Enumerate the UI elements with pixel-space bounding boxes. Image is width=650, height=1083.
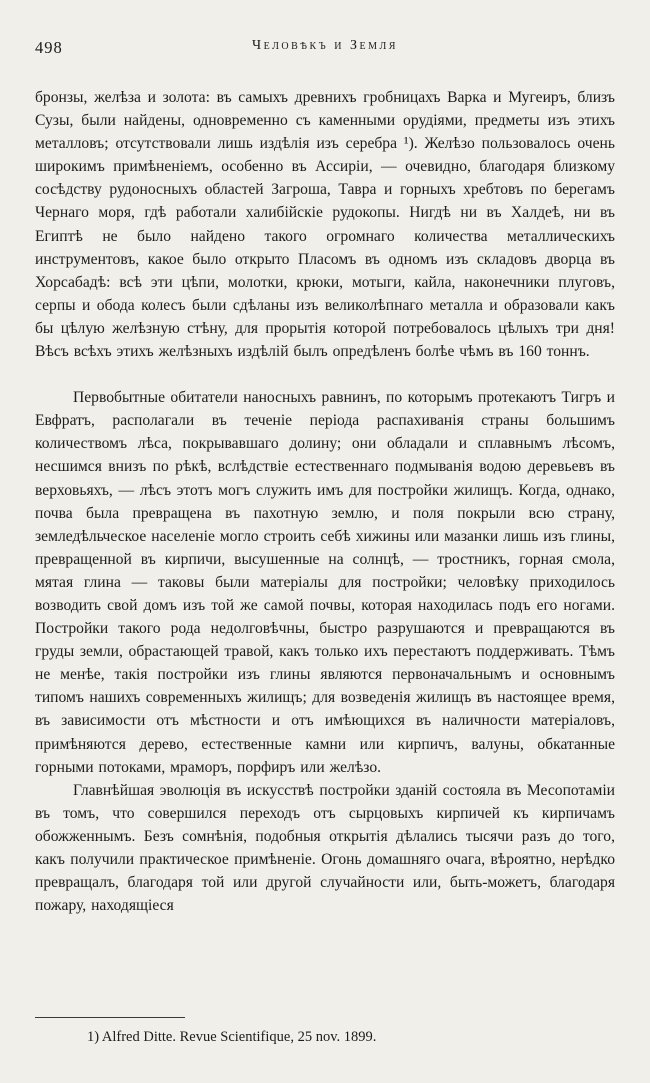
paragraph-continuation: бронзы, желѣза и золота: въ самыхъ древнихъ гробницахъ Варка и Мугеиръ, близъ Сузы, были найдены, одновременно съ каменными орудіями, предметы изъ этихъ металловъ; отсутствовали лишь издѣлія изъ серебра ¹). Желѣзо пользовалось очень широкимъ примѣненіемъ, особенно въ Ассиріи, — очевидно, благодаря близкому сосѣдству рудоносныхъ областей Загроша, Тавра и горныхъ хребтовъ по берегамъ Чернаго моря, гдѣ работали халибійскіе рудокопы. Нигдѣ ни въ Халдеѣ, ни въ Египтѣ не было найдено такого огромнаго количества металлическихъ инструментовъ, какое было открыто Пласомъ въ одномъ изъ складовъ дворца въ Хорсабадѣ: всѣ эти цѣпи, молотки, крюки, мотыги, кайла, наконечники плуговъ, серпы и обода колесъ были сдѣланы изъ великолѣпнаго металла и образовали какъ бы цѣлую желѣзную стѣну, для прорытія которой потребовалось цѣлыхъ три дня! Вѣсъ всѣхъ этихъ желѣзныхъ издѣлій былъ опредѣленъ болѣе чѣмъ въ 160 тоннъ. — [35, 89, 615, 361]
paragraph: Первобытные обитатели наносныхъ равнинъ, по которымъ протекаютъ Тигръ и Евфратъ, располагали въ теченіе періода распахиванія страны большимъ количествомъ лѣса, покрывавшаго долину; они обладали и сплавнымъ лѣсомъ, несшимся внизъ по рѣкѣ, вслѣдствіе естественнаго подмыванія водою деревьевъ въ верховьяхъ, — лѣсъ этотъ могъ служить имъ для постройки жилищъ. Когда, однако, почва была превращена въ пахотную землю, и поля покрыли всю страну, земледѣльческое населеніе могло строить себѣ хижины или мазанки лишь изъ глины, превращенной въ кирпичи, высушенные на солнцѣ, — тростникъ, горная смола, мятая глина — таковы были матеріалы для постройки; человѣку приходилось возводить свой домъ изъ той же самой почвы, которая находилась подъ его ногами. Постройки такого рода недолговѣчны, быстро разрушаются и превращаются въ груды земли, обрастающей травой, какъ только ихъ перестаютъ поддерживать. Тѣмъ не менѣе, такія постройки изъ глины являются первоначальнымъ и основнымъ типомъ нашихъ современныхъ жилищъ; для возведенія жилищъ въ настоящее время, въ зависимости отъ мѣстности и отъ имѣющихся въ наличности матеріаловъ, примѣняются дерево, естественные камни или кирпичъ, валуны, обкатанные горными потоками, мраморъ, порфиръ или желѣзо. — [35, 389, 615, 776]
body-text — [35, 86, 615, 917]
page-header — [35, 38, 615, 60]
footnote-rule — [35, 1017, 185, 1018]
footnote: 1) Alfred Ditte. Revue Scientifique, 25 nov. 1899. — [87, 1029, 377, 1045]
running-title: Человѣкъ и Земля — [252, 38, 398, 53]
page-number: 498 — [35, 38, 63, 57]
footnote-area — [35, 1017, 615, 1047]
paragraph: Главнѣйшая эволюція въ искусствѣ постройки зданій состояла въ Месопотаміи въ томъ, что совершился переходъ отъ сырцовыхъ кирпичей къ кирпичамъ обожженнымъ. Безъ сомнѣнія, подобныя открытія дѣлались тысячи разъ до того, какъ получили практическое примѣненіе. Огонь домашняго очага, вѣроятно, нерѣдко превращалъ, благодаря той или другой случайности или, быть-можетъ, благодаря пожару, находящіеся — [35, 781, 615, 915]
